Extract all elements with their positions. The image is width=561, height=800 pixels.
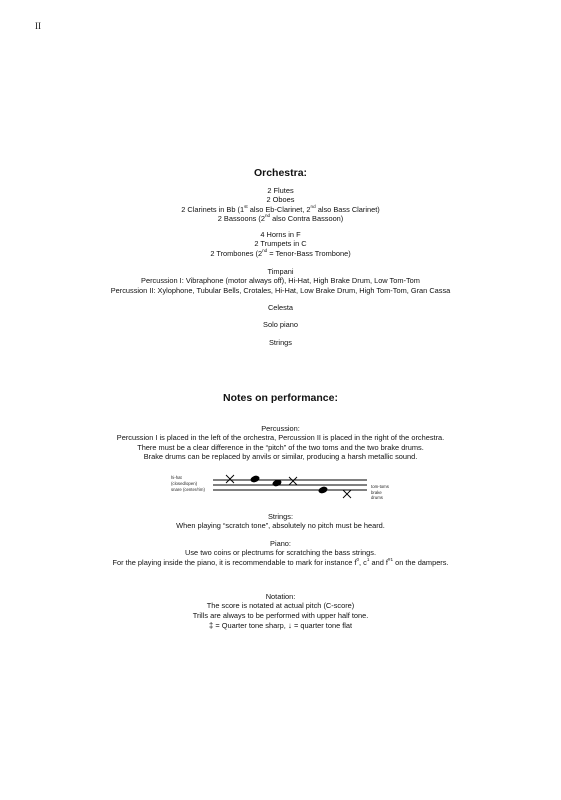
woodwinds-block <box>0 186 561 223</box>
staff-right-labels <box>371 484 401 501</box>
notehead-3 <box>318 486 329 495</box>
flutes-line: 2 Flutes <box>267 186 294 195</box>
trombones-line: 2 Trombones (2nd = Tenor-Bass Trombone) <box>210 247 351 258</box>
solo-piano-line: Solo piano <box>263 320 298 329</box>
notation-note-1: The score is notated at actual pitch (C-score) <box>206 601 355 611</box>
staff-label-closed-open: (closed/open) <box>171 481 198 486</box>
page-number: II <box>35 21 41 31</box>
celesta-line: Celesta <box>267 303 294 312</box>
trumpets-line: 2 Trumpets in C <box>254 239 307 249</box>
x-notehead-3 <box>343 490 351 498</box>
orchestra-title: Orchestra: <box>253 167 308 179</box>
percussion-staff-diagram <box>206 470 396 506</box>
notes-title: Notes on performance: <box>223 392 338 404</box>
percussion-note-1: Percussion I is placed in the left of the orchestra, Percussion II is placed in the right of the orchestra. <box>116 433 445 443</box>
strings-note-1: When playing “scratch tone”, absolutely no pitch must be heard. <box>176 521 385 531</box>
percussion-note-2: There must be a clear difference in the “pitch” of the two toms and the two brake drums. <box>137 442 424 452</box>
bassoons-line: 2 Bassoons (2nd also Contra Bassoon) <box>217 212 344 223</box>
timpani-line: Timpani <box>267 267 294 276</box>
staff-label-hihat: hi-hat <box>171 475 182 480</box>
staff-label-snare: snare (center/rim) <box>171 487 205 492</box>
piano-note-2: For the playing inside the piano, it is recommendable to mark for instance $f^0$, $c^1$ and $f^{\#1}$ on the dampers. <box>112 556 449 567</box>
staff-label-brake: brake <box>371 489 382 495</box>
notation-note-2: Trills are always to be performed with upper half tone. <box>192 610 369 620</box>
notation-note-3: ‡ = Quarter tone sharp, ↓ = quarter tone flat <box>208 620 353 630</box>
clarinets-line: 2 Clarinets in Bb (1st also Eb-Clarinet, 2nd also Bass Clarinet) <box>181 203 380 214</box>
quarter-flat-icon: ↓ <box>287 620 292 630</box>
piano-notes <box>0 539 561 567</box>
percussion-1-line: Percussion I: Vibraphone (motor always off), Hi-Hat, High Brake Drum, Low Tom-Tom <box>141 276 420 286</box>
percussion-notes <box>0 424 561 461</box>
staff-label-tomtoms: tom-toms <box>371 484 389 489</box>
staff-left-labels <box>171 475 211 493</box>
notehead-1 <box>250 475 261 484</box>
notation-notes <box>0 592 561 630</box>
percussion-block <box>0 267 561 295</box>
staff-lines <box>213 480 367 490</box>
percussion-note-3: Brake drums can be replaced by anvils or similar, producing a harsh metallic sound. <box>143 451 418 461</box>
percussion-2-line: Percussion II: Xylophone, Tubular Bells, Crotales, Hi-Hat, Low Brake Drum, High Tom-Tom, Gran Cassa <box>110 285 451 295</box>
quarter-sharp-icon: ‡ <box>208 620 214 630</box>
x-notehead-2 <box>289 477 297 485</box>
oboes-line: 2 Oboes <box>266 195 295 205</box>
brass-block <box>0 230 561 258</box>
horns-line: 4 Horns in F <box>260 230 301 239</box>
x-notehead-1 <box>226 475 234 483</box>
piano-note-1: Use two coins or plectrums for scratching the bass strings. <box>185 548 376 558</box>
piano-heading: Piano: <box>270 539 291 548</box>
strings-line: Strings <box>268 338 292 347</box>
percussion-heading: Percussion: <box>261 424 300 433</box>
strings-heading: Strings: <box>267 512 294 521</box>
notation-heading: Notation: <box>265 592 296 601</box>
staff-label-drums: drums <box>371 495 383 500</box>
strings-notes <box>0 512 561 531</box>
